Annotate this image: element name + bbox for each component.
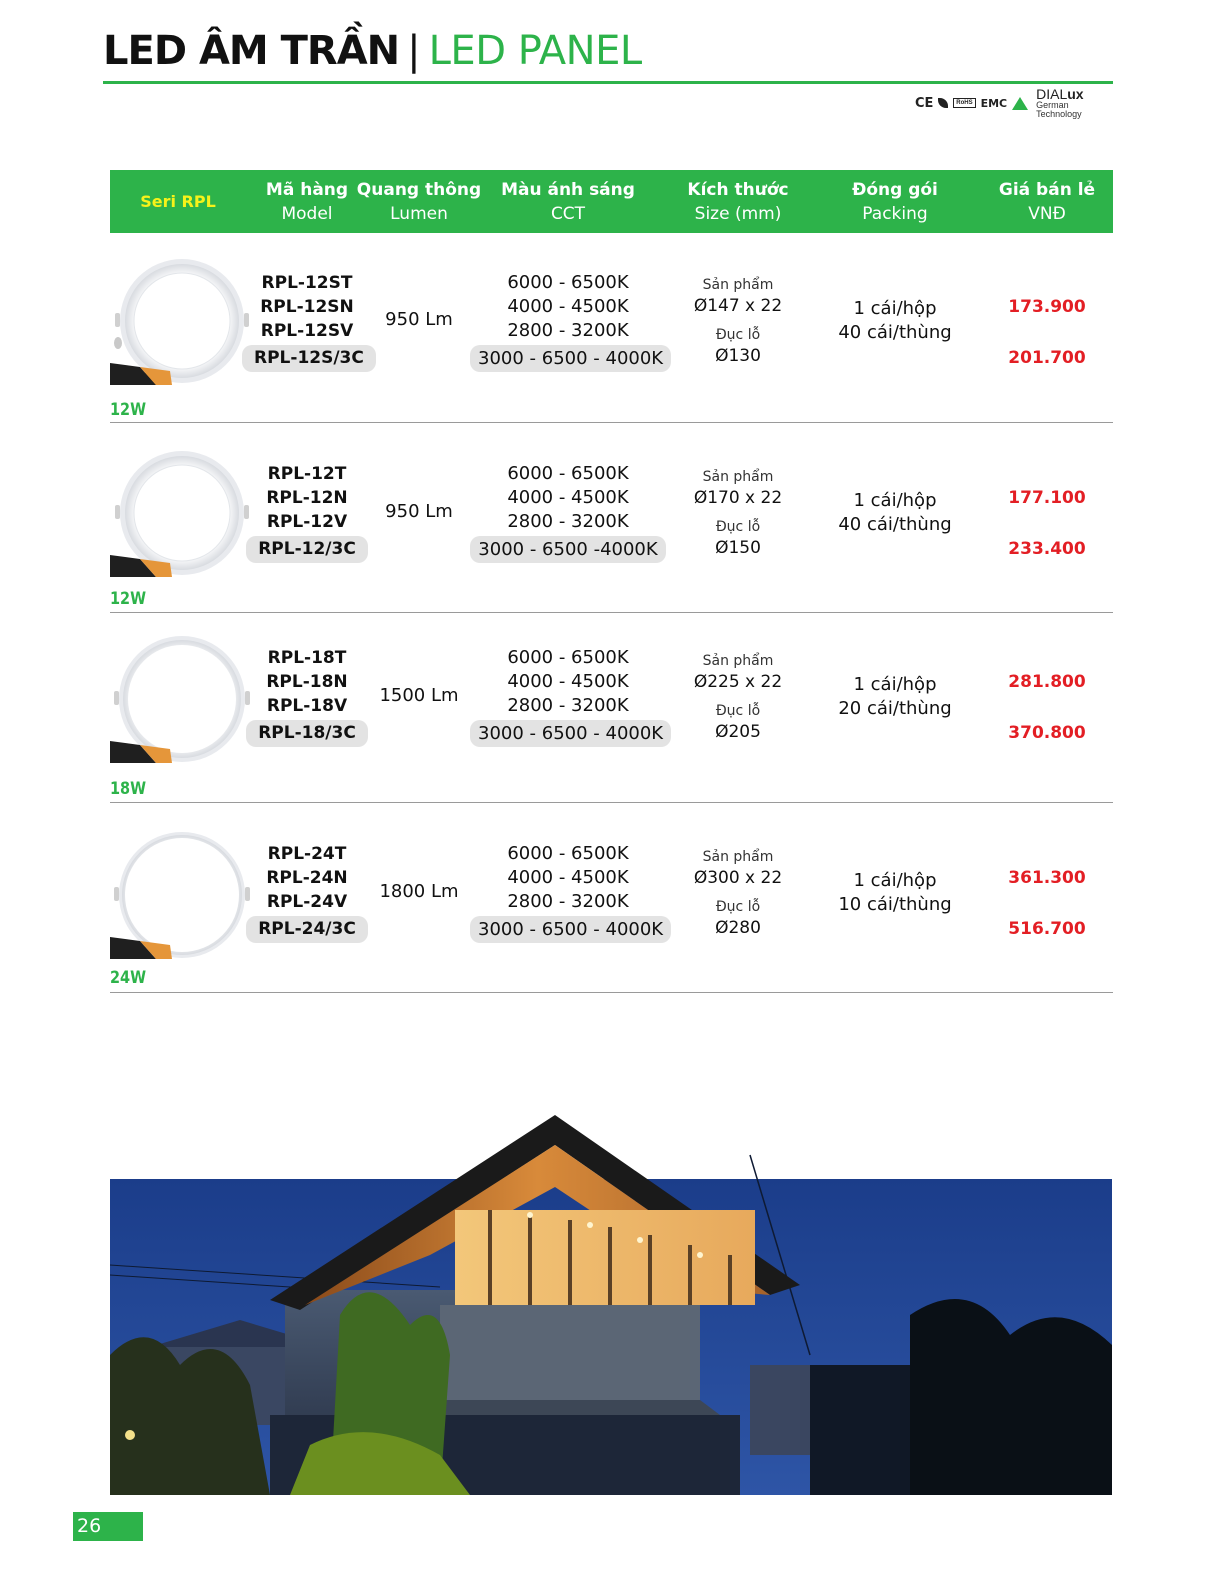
size-cell xyxy=(678,847,798,939)
size-product-value: Ø147 x 22 xyxy=(693,296,783,316)
cct-value: 6000 - 6500K xyxy=(507,647,629,668)
led-panel-image xyxy=(110,447,250,577)
led-panel-image xyxy=(110,633,250,763)
model-3c-badge: RPL-24/3C xyxy=(246,916,368,943)
model-code: RPL-12V xyxy=(266,512,348,532)
header-model-vi: Mã hàng xyxy=(265,179,349,200)
header-model xyxy=(252,170,362,233)
size-product-label: Sản phẩm xyxy=(702,277,774,293)
size-product-label: Sản phẩm xyxy=(702,849,774,865)
header-size-en: Size (mm) xyxy=(694,203,782,224)
size-cutout-label: Đục lỗ xyxy=(715,519,761,535)
model-code: RPL-24N xyxy=(266,868,348,888)
model-code: RPL-18V xyxy=(266,696,348,716)
table-row xyxy=(110,423,1113,613)
size-cell xyxy=(678,275,798,367)
packing-cell xyxy=(829,869,961,917)
led-panel-image xyxy=(110,255,250,385)
model-code: RPL-18N xyxy=(266,672,348,692)
page-title-main: LED ÂM TRẦN xyxy=(103,28,400,74)
cct-value: 2800 - 3200K xyxy=(507,511,629,532)
packing-line: 1 cái/hộp xyxy=(853,870,937,891)
size-cutout-label: Đục lỗ xyxy=(715,703,761,719)
lumen-value: 950 Lm xyxy=(385,501,453,522)
model-3c-badge: RPL-12/3C xyxy=(246,536,368,563)
model-code: RPL-12T xyxy=(267,464,347,484)
header-size-vi: Kích thước xyxy=(687,179,789,200)
dialux-suffix: ux xyxy=(1067,86,1084,102)
header-model-en: Model xyxy=(281,203,333,224)
size-cutout-value: Ø150 xyxy=(715,538,761,558)
model-cell xyxy=(242,462,372,563)
cct-3c-badge: 3000 - 6500 - 4000K xyxy=(470,916,671,943)
header-series xyxy=(110,170,246,233)
cct-cell xyxy=(470,646,666,747)
lumen-value: 1500 Lm xyxy=(379,685,459,706)
building-night-photo xyxy=(110,1115,1112,1495)
size-product-label: Sản phẩm xyxy=(702,469,774,485)
cct-value: 4000 - 4500K xyxy=(507,296,629,317)
header-packing xyxy=(829,170,961,233)
model-code: RPL-12SN xyxy=(260,297,354,317)
model-3c-badge: RPL-12S/3C xyxy=(242,345,376,372)
size-product-value: Ø225 x 22 xyxy=(693,672,783,692)
led-panel-image xyxy=(110,829,250,959)
size-cutout-label: Đục lỗ xyxy=(715,327,761,343)
title-divider xyxy=(103,81,1113,84)
packing-line: 10 cái/thùng xyxy=(838,894,952,915)
price-value: 177.100 xyxy=(1008,488,1086,508)
cct-value: 6000 - 6500K xyxy=(507,463,629,484)
wattage-label: 12W xyxy=(110,400,147,420)
header-size xyxy=(678,170,798,233)
size-cutout-value: Ø280 xyxy=(715,918,761,938)
header-price-vi: Giá bán lẻ xyxy=(998,179,1096,200)
wattage-label: 24W xyxy=(110,968,147,988)
price-3c-value: 370.800 xyxy=(1008,723,1086,743)
price-value: 173.900 xyxy=(1008,297,1086,317)
cct-3c-badge: 3000 - 6500 -4000K xyxy=(470,536,665,563)
cct-value: 2800 - 3200K xyxy=(507,320,629,341)
model-code: RPL-24T xyxy=(267,844,347,864)
dialux-prefix: DIAL xyxy=(1036,86,1068,102)
cct-value: 4000 - 4500K xyxy=(507,487,629,508)
certification-logos xyxy=(915,86,1115,119)
table-row xyxy=(110,613,1113,803)
packing-cell xyxy=(829,297,961,345)
dialux-logo xyxy=(1036,87,1115,119)
page-title-separator: | xyxy=(407,28,421,74)
cct-cell xyxy=(470,842,666,943)
row-divider xyxy=(110,992,1113,993)
ce-mark: CE xyxy=(915,95,934,111)
header-cct xyxy=(490,170,646,233)
cct-value: 4000 - 4500K xyxy=(507,671,629,692)
price-3c-value: 516.700 xyxy=(1008,919,1086,939)
header-lumen-vi: Quang thông xyxy=(356,179,482,200)
header-lumen xyxy=(356,170,482,233)
model-3c-badge: RPL-18/3C xyxy=(246,720,368,747)
header-price xyxy=(990,170,1104,233)
packing-line: 1 cái/hộp xyxy=(853,674,937,695)
packing-line: 1 cái/hộp xyxy=(853,298,937,319)
cct-value: 2800 - 3200K xyxy=(507,891,629,912)
table-row xyxy=(110,803,1113,994)
packing-line: 20 cái/thùng xyxy=(838,698,952,719)
series-label: Seri RPL xyxy=(140,192,216,211)
wattage-label: 12W xyxy=(110,589,147,609)
model-cell xyxy=(242,842,372,943)
size-cutout-value: Ø130 xyxy=(715,346,761,366)
cct-cell xyxy=(470,271,666,372)
page-title-sub: LED PANEL xyxy=(428,28,642,74)
lumen-value: 1800 Lm xyxy=(379,881,459,902)
cct-3c-badge: 3000 - 6500 - 4000K xyxy=(470,345,671,372)
header-cct-vi: Màu ánh sáng xyxy=(501,179,635,200)
rohs-mark: RoHS xyxy=(953,98,975,108)
size-cell xyxy=(678,651,798,743)
model-code: RPL-12ST xyxy=(261,273,353,293)
size-cell xyxy=(678,467,798,559)
cct-value: 6000 - 6500K xyxy=(507,272,629,293)
model-code: RPL-24V xyxy=(266,892,348,912)
model-cell xyxy=(242,646,372,747)
packing-line: 40 cái/thùng xyxy=(838,514,952,535)
model-code: RPL-18T xyxy=(267,648,347,668)
size-product-value: Ø300 x 22 xyxy=(693,868,783,888)
packing-cell xyxy=(829,489,961,537)
size-product-value: Ø170 x 22 xyxy=(693,488,783,508)
lumen-value: 950 Lm xyxy=(385,309,453,330)
wattage-label: 18W xyxy=(110,779,147,799)
page-number: 26 xyxy=(73,1512,143,1541)
cct-value: 6000 - 6500K xyxy=(507,843,629,864)
triangle-logo-icon xyxy=(1012,97,1028,110)
packing-line: 40 cái/thùng xyxy=(838,322,952,343)
header-lumen-en: Lumen xyxy=(390,203,448,224)
price-3c-value: 233.400 xyxy=(1008,539,1086,559)
table-row xyxy=(110,233,1113,423)
model-cell xyxy=(242,271,372,372)
price-value: 361.300 xyxy=(1008,868,1086,888)
header-packing-en: Packing xyxy=(862,203,928,224)
leaf-icon xyxy=(938,98,948,108)
dialux-tagline: German Technology xyxy=(1036,100,1082,119)
size-cutout-value: Ø205 xyxy=(715,722,761,742)
packing-line: 1 cái/hộp xyxy=(853,490,937,511)
price-3c-value: 201.700 xyxy=(1008,348,1086,368)
cct-cell xyxy=(470,462,666,563)
size-product-label: Sản phẩm xyxy=(702,653,774,669)
table-header xyxy=(110,170,1113,233)
header-packing-vi: Đóng gói xyxy=(852,179,938,200)
model-code: RPL-12SV xyxy=(260,321,354,341)
cct-value: 2800 - 3200K xyxy=(507,695,629,716)
cct-3c-badge: 3000 - 6500 - 4000K xyxy=(470,720,671,747)
packing-cell xyxy=(829,673,961,721)
size-cutout-label: Đục lỗ xyxy=(715,899,761,915)
price-value: 281.800 xyxy=(1008,672,1086,692)
page-title xyxy=(103,28,642,76)
model-code: RPL-12N xyxy=(266,488,348,508)
header-cct-en: CCT xyxy=(550,203,586,224)
emc-mark: EMC xyxy=(980,96,1008,110)
cct-value: 4000 - 4500K xyxy=(507,867,629,888)
header-price-en: VNĐ xyxy=(1028,203,1066,224)
